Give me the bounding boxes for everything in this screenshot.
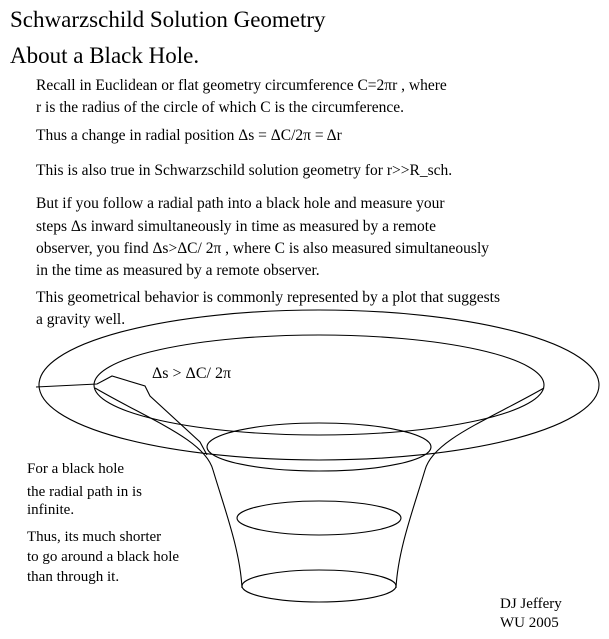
inner-rim-ellipse: [94, 335, 544, 435]
note-line-2: the radial path in is: [27, 484, 142, 500]
note-line-5: to go around a black hole: [27, 549, 180, 565]
text-radial-path-line-2: steps Δs inward simultaneously in time as measured by a remote: [36, 218, 436, 235]
title-line-1: Schwarzschild Solution Geometry: [10, 7, 326, 32]
funnel-wall-right: [396, 388, 544, 588]
inequality-label: Δs > ΔC/ 2π: [152, 365, 232, 382]
text-radial-path-line-3: observer, you find Δs>ΔC/ 2π , where C is also measured simultaneously: [36, 240, 490, 257]
text-radial-path-line-4: in the time as measured by a remote observer.: [36, 262, 320, 279]
note-line-1: For a black hole: [27, 461, 125, 477]
title-line-2: About a Black Hole.: [10, 43, 200, 68]
throat-ellipse-top: [207, 423, 431, 471]
text-euclidean-line-1: Recall in Euclidean or flat geometry circumference C=2πr , where: [36, 77, 447, 94]
text-radial-change: Thus a change in radial position Δs = ΔC/2π = Δr: [36, 127, 342, 144]
throat-ellipse-middle: [237, 501, 401, 535]
text-plot-line-2: a gravity well.: [36, 311, 126, 328]
text-plot-line-1: This geometrical behavior is commonly represented by a plot that suggests: [36, 289, 501, 306]
note-line-4: Thus, its much shorter: [27, 529, 162, 545]
note-line-6: than through it.: [27, 569, 120, 585]
outer-ellipse: [39, 310, 599, 460]
radial-path: [36, 376, 207, 455]
credit-affiliation: WU 2005: [500, 615, 559, 631]
text-euclidean-line-2: r is the radius of the circle of which C is the circumference.: [36, 99, 404, 116]
text-radial-path-line-1: But if you follow a radial path into a black hole and measure your: [36, 195, 445, 212]
throat-ellipse-bottom: [242, 570, 396, 602]
credit-author: DJ Jeffery: [500, 596, 562, 612]
note-line-3: infinite.: [27, 502, 75, 518]
text-schwarzschild-far: This is also true in Schwarzschild solution geometry for r>>R_sch.: [36, 162, 453, 179]
